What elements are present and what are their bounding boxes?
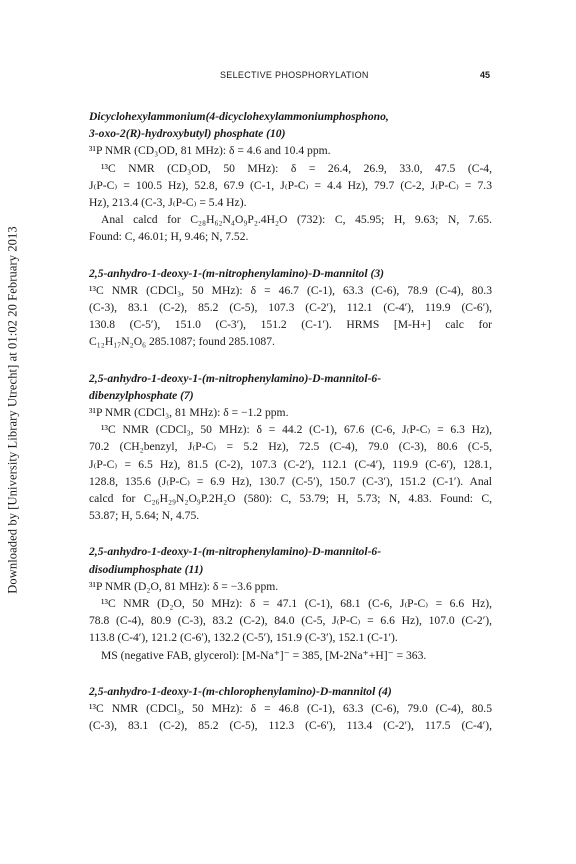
data-line: 78.8 (C-4), 80.9 (C-3), 83.2 (C-2), 84.0 (C-5, J₍P-C₎ = 6.6 Hz), 107.0 (C-2′),: [89, 614, 492, 628]
entry-title: 3-oxo-2(R)-hydroxybutyl) phosphate (10): [89, 127, 286, 141]
data-line: 53.87; H, 5.64; N, 4.75.: [89, 509, 200, 523]
data-line: ¹³C NMR (CDCl₃, 50 MHz): δ = 46.7 (C-1), 63.3 (C-6), 78.9 (C-4), 80.3: [89, 283, 492, 297]
data-line: 128.8, 135.6 (J₍P-C₎ = 6.9 Hz), 130.7 (C-5′), 150.7 (C-3′), 151.2 (C-1′). Anal: [89, 474, 492, 488]
entry-title: 2,5-anhydro-1-deoxy-1-(m-nitrophenylamino)-D-mannitol-6-: [89, 545, 382, 559]
data-line: 70.2 (CH₂benzyl, J₍P-C₎ = 5.2 Hz), 72.5 (C-4), 79.0 (C-3), 80.6 (C-5,: [89, 440, 492, 454]
data-line: (C-3), 83.1 (C-2), 85.2 (C-5), 112.3 (C-6′), 113.4 (C-2′), 117.5 (C-4′),: [89, 719, 492, 733]
data-line: ¹³C NMR (CDCl₃, 50 MHz): δ = 46.8 (C-1), 63.3 (C-6), 79.0 (C-4), 80.5: [89, 702, 492, 716]
entry-title: dibenzylphosphate (7): [89, 388, 194, 402]
download-watermark-text: Downloaded by [University Library Utrecht] at 01:02 20 February 2013: [5, 226, 20, 594]
data-line: ³¹P NMR (CD₃OD, 81 MHz): δ = 4.6 and 10.4 ppm.: [89, 144, 331, 158]
entry-title: disodiumphosphate (11): [89, 562, 204, 576]
data-line: ³¹P NMR (D₂O, 81 MHz): δ = −3.6 ppm.: [89, 579, 279, 593]
data-line: 130.8 (C-5′), 151.0 (C-3′), 151.2 (C-1′). HRMS [M-H+] calc for: [89, 318, 492, 332]
data-line: calcd for C₂₆H₂₉N₂O₉P.2H₂O (580): C, 53.79; H, 5.73; N, 4.83. Found: C,: [89, 492, 492, 506]
entry-compound-4: [89, 683, 492, 735]
data-line: Found: C, 46.01; H, 9.46; N, 7.52.: [89, 230, 249, 244]
data-line: Hz), 213.4 (C-3, J₍P-C₎ = 5.4 Hz).: [89, 196, 247, 210]
entry-title: Dicyclohexylammonium(4-dicyclohexylammoniumphosphono,: [89, 110, 389, 123]
data-line: C₁₂H₁₇N₂O₆ 285.1087; found 285.1087.: [89, 335, 275, 349]
entry-title: 2,5-anhydro-1-deoxy-1-(m-chlorophenylamino)-D-mannitol (4): [89, 684, 392, 698]
data-line: (C-3), 83.1 (C-2), 85.2 (C-5), 107.3 (C-2′), 112.1 (C-4′), 119.9 (C-6′),: [89, 301, 492, 315]
data-line: Anal calcd for C₂₈H₆₂N₄O₉P₂.4H₂O (732): C, 45.95; H, 9.63; N, 7.65.: [101, 213, 492, 227]
data-line: ¹³C NMR (D₂O, 50 MHz): δ = 47.1 (C-1), 68.1 (C-6, J₍P-C₎ = 6.6 Hz),: [101, 597, 492, 611]
entry-compound-10: [89, 108, 492, 246]
entry-title: 2,5-anhydro-1-deoxy-1-(m-nitrophenylamino)-D-mannitol-6-: [89, 371, 382, 385]
page-number: 45: [480, 70, 491, 80]
entry-compound-3: [89, 265, 492, 351]
running-title: SELECTIVE PHOSPHORYLATION: [220, 70, 369, 80]
data-line: J₍P-C₎ = 6.5 Hz), 81.5 (C-2), 107.3 (C-2′), 112.1 (C-4′), 119.9 (C-6′), 128.1,: [89, 457, 492, 471]
data-line: ¹³C NMR (CD₃OD, 50 MHz): δ = 26.4, 26.9, 33.0, 47.5 (C-4,: [101, 161, 492, 175]
data-line: 113.8 (C-4′), 121.2 (C-6′), 132.2 (C-5′), 151.9 (C-3′), 152.1 (C-1′).: [89, 631, 398, 645]
data-line: J₍P-C₎ = 100.5 Hz), 52.8, 67.9 (C-1, J₍P-C₎ = 4.4 Hz), 79.7 (C-2, J₍P-C₎ = 7.3: [89, 178, 492, 192]
entry-title: 2,5-anhydro-1-deoxy-1-(m-nitrophenylamino)-D-mannitol (3): [89, 266, 384, 280]
page-content: [89, 108, 492, 754]
download-watermark: [2, 140, 24, 680]
entry-compound-11: [89, 543, 492, 663]
running-header: [0, 70, 576, 84]
data-line: ¹³C NMR (CDCl₃, 50 MHz): δ = 44.2 (C-1), 67.6 (C-6, J₍P-C₎ = 6.3 Hz),: [101, 423, 492, 437]
data-line: ³¹P NMR (CDCl₃, 81 MHz): δ = −1.2 ppm.: [89, 406, 289, 420]
data-line: MS (negative FAB, glycerol): [M-Na⁺]⁻ = 385, [M-2Na⁺+H]⁻ = 363.: [101, 648, 427, 662]
entry-compound-7: [89, 370, 492, 525]
